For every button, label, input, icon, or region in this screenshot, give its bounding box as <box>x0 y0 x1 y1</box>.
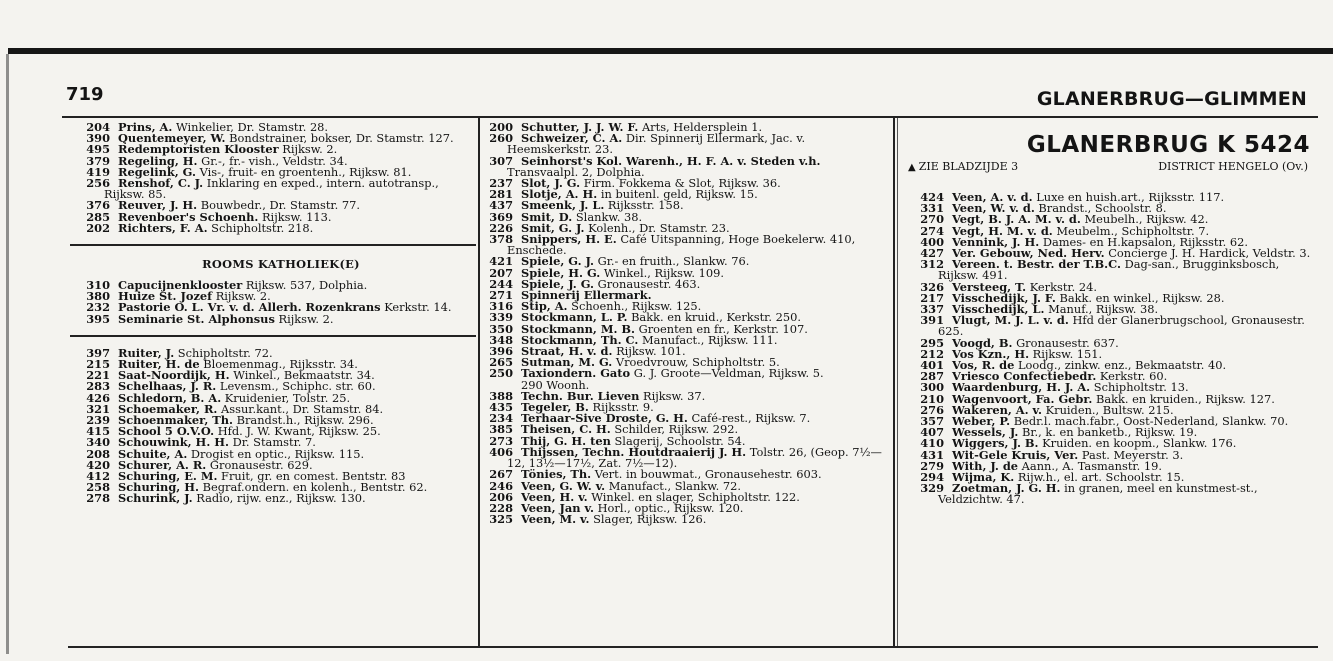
entry-number: 437 <box>489 198 513 213</box>
entry-details: Fruit, gr. en comest. Bentstr. 83 <box>221 469 406 484</box>
entry-name: Schuring, H. <box>118 480 199 495</box>
entry-number: 206 <box>489 489 513 504</box>
entry-details: Winkel. en slager, Schipholtstr. 122. <box>591 489 800 504</box>
entry-number: 276 <box>920 402 944 417</box>
entry-details: Luxe en huish.art., Rijksstr. 117. <box>1036 190 1225 204</box>
entry-details: Aann., A. Tasmanstr. 19. <box>1021 458 1162 473</box>
entry-number: 283 <box>86 379 110 394</box>
entry-name: Wiggers, J. B. <box>952 436 1039 451</box>
entry-details: Brandst., Schoolstr. 8. <box>1038 201 1167 216</box>
entry-number: 234 <box>489 411 513 426</box>
entry-details: Groenten en fr., Kerkstr. 107. <box>638 321 808 336</box>
entry-details: Meubelm., Schipholtstr. 7. <box>1056 223 1210 238</box>
entry-number: 250 <box>489 366 513 381</box>
entry-number: 378 <box>489 232 513 247</box>
entry-number: 237 <box>489 176 513 191</box>
entry-details: Radio, rijw. enz., Rijksw. 130. <box>196 491 366 506</box>
entry-name: Wessels, J. <box>952 425 1019 440</box>
entry-number: 407 <box>920 425 944 440</box>
column-3-entries <box>904 192 1318 506</box>
directory-entry <box>86 178 476 200</box>
entry-number: 244 <box>489 276 513 291</box>
entry-details: Kruiden. en koopm., Slankw. 176. <box>1042 436 1237 451</box>
entry-name: Vlugt, M. J. L. v. d. <box>952 313 1069 328</box>
entry-number: 415 <box>86 424 110 439</box>
entry-details: Horl., optic., Rijksw. 120. <box>597 500 744 515</box>
entry-name: Wijma, K. <box>952 470 1015 485</box>
entry-details: Vis-, fruit- en groentenh., Rijksw. 81. <box>199 164 412 179</box>
entry-number: 348 <box>489 332 513 347</box>
entry-name: Veen, M. v. <box>521 512 590 527</box>
entry-number: 350 <box>489 321 513 336</box>
running-title: GLANERBRUG—GLIMMEN <box>1036 88 1307 110</box>
directory-entry <box>489 153 891 179</box>
entry-number: 210 <box>920 391 944 406</box>
entry-number: 204 <box>86 120 110 134</box>
entry-number: 401 <box>920 358 944 373</box>
entry-name: Vegt, H. M. v. d. <box>952 223 1053 238</box>
entry-details: Rijksw. 2. <box>278 311 334 326</box>
entry-number: 212 <box>920 346 944 361</box>
entry-details: Dr. Stamstr. 7. <box>232 435 316 450</box>
column-divider-2 <box>893 118 895 646</box>
top-rule <box>8 48 1333 54</box>
entry-name: Schelhaas, J. R. <box>118 379 217 394</box>
entry-details: Meubelh., Rijksw. 42. <box>1084 212 1209 227</box>
see-page-note <box>908 160 1018 173</box>
entry-number: 295 <box>920 335 944 350</box>
entry-details: Kerkstr. 60. <box>1099 369 1168 384</box>
entry-name: Vos Kzn., H. <box>952 346 1030 361</box>
entry-details: Winkelier, Dr. Stamstr. 28. <box>175 120 329 134</box>
entry-name: Redemptoristen Klooster <box>118 142 279 157</box>
entry-name: Smit, D. <box>521 209 573 224</box>
page-edge <box>6 54 9 654</box>
entry-name: Ruiter, J. <box>118 345 175 360</box>
entry-number: 419 <box>86 164 110 179</box>
entry-details: Br., k. en banketb., Rijksw. 19. <box>1021 425 1198 440</box>
entry-name: Schuite, A. <box>118 446 188 461</box>
entry-name: Spinnerij Ellermark. <box>521 288 652 303</box>
entry-number: 310 <box>86 278 110 293</box>
bottom-rule <box>68 646 1318 648</box>
entry-number: 424 <box>920 190 944 204</box>
entry-number: 331 <box>920 201 944 216</box>
entry-name: Visschedijk, L. <box>952 302 1045 317</box>
entry-name: Regeling, H. <box>118 153 198 168</box>
entry-details: Rijksw. 151. <box>1032 346 1103 361</box>
entry-details: Dag-san., Brugginksbosch, Rijksw. 491. <box>938 257 1280 283</box>
directory-entry <box>920 259 1318 281</box>
entry-details: Café Uitspanning, Hoge Boekelerw. 410, Enschede. <box>507 232 856 258</box>
column-divider-1 <box>478 118 480 646</box>
directory-entry <box>489 133 891 155</box>
section-rule <box>70 244 476 246</box>
entry-name: Huize St. Jozef <box>118 289 213 304</box>
entry-name: Tönies, Th. <box>521 467 592 482</box>
entry-details: Manuf., Rijksw. 38. <box>1048 302 1159 317</box>
entry-name: Prins, A. <box>118 120 173 134</box>
entry-number: 246 <box>489 478 513 493</box>
entry-number: 300 <box>920 380 944 395</box>
entry-number: 325 <box>489 512 513 527</box>
entry-details: Dames- en H.kapsalon, Rijksstr. 62. <box>1042 234 1249 249</box>
entry-number: 239 <box>86 413 110 428</box>
entry-details: Levensm., Schiphc. str. 60. <box>219 379 376 394</box>
entry-name: Reuver, J. H. <box>118 198 198 213</box>
column-2-entries <box>489 122 891 525</box>
entry-number: 321 <box>86 401 110 416</box>
entry-name: Thij, G. H. ten <box>521 433 611 448</box>
entry-number: 265 <box>489 355 513 370</box>
entry-name: Veen, W. v. d. <box>952 201 1035 216</box>
entry-name: Tegeler, B. <box>521 400 589 415</box>
column-1-group-2 <box>86 280 476 325</box>
entry-number: 337 <box>920 302 944 317</box>
entry-name: Schouwink, H. H. <box>118 435 229 450</box>
entry-number: 312 <box>920 257 944 272</box>
entry-details: Bouwbedr., Dr. Stamstr. 77. <box>200 198 360 213</box>
entry-details: Rijksw. 37. <box>643 388 706 403</box>
entry-number: 221 <box>86 368 110 383</box>
entry-number: 208 <box>86 446 110 461</box>
entry-name: Veen, A. v. d. <box>952 190 1033 204</box>
entry-details: Gr.-, fr.- vish., Veldstr. 34. <box>201 153 348 168</box>
entry-details: Rijksw. 2. <box>215 289 271 304</box>
entry-name: Seminarie St. Alphonsus <box>118 311 275 326</box>
entry-number: 228 <box>489 500 513 515</box>
entry-number: 495 <box>86 142 110 157</box>
entry-details: Bakk. en kruid., Kerkstr. 250. <box>631 310 801 325</box>
entry-number: 285 <box>86 209 110 224</box>
entry-number: 260 <box>489 131 513 146</box>
entry-details: Slankw. 38. <box>575 209 643 224</box>
header-rule <box>62 116 1318 118</box>
entry-details: Manufact., Rijksw. 111. <box>642 332 778 347</box>
entry-name: Spiele, H. G. <box>521 265 601 280</box>
entry-name: Thijssen, Techn. Houtdraaierij J. H. <box>521 444 747 459</box>
entry-name: Schutter, J. J. W. F. <box>521 120 639 134</box>
entry-details: Gronausestr. 629. <box>209 457 313 472</box>
entry-number: 215 <box>86 357 110 372</box>
section-rule <box>70 335 476 337</box>
entry-details: in granen, meel en kunstmest-st., Veldzichtw. 47. <box>938 481 1258 507</box>
entry-name: Zoetman, J. G. H. <box>952 481 1061 496</box>
entry-details: Hfd. J. W. Kwant, Rijksw. 25. <box>217 424 381 439</box>
entry-name: Pastorie O. L. Vr. v. d. Allerh. Rozenkrans <box>118 300 381 315</box>
entry-number: 388 <box>489 388 513 403</box>
entry-number: 274 <box>920 223 944 238</box>
entry-details: Dir. Spinnerij Ellermark, Jac. v. Heemskerkstr. 23. <box>507 131 806 157</box>
entry-name: Ver. Gebouw, Ned. Herv. <box>952 246 1105 261</box>
entry-details: Hfd der Glanerbrugschool, Gronausestr. 625. <box>938 313 1305 339</box>
entry-number: 202 <box>86 220 110 235</box>
entry-name: Renshof, C. J. <box>118 176 204 191</box>
entry-details: Kerkstr. 14. <box>384 300 452 315</box>
entry-number: 395 <box>86 311 110 326</box>
see-page-text: ZIE BLADZIJDE 3 <box>918 160 1019 173</box>
entry-name: Waardenburg, H. J. A. <box>952 380 1091 395</box>
entry-name: Quentemeyer, W. <box>118 131 226 146</box>
directory-entry <box>920 315 1318 337</box>
entry-name: Vegt, B. J. A. M. v. d. <box>952 212 1081 227</box>
entry-number: 273 <box>489 433 513 448</box>
directory-entry <box>489 514 891 525</box>
entry-details: Past. Meyerstr. 3. <box>1081 447 1184 462</box>
entry-number: 379 <box>86 153 110 168</box>
exchange-title: GLANERBRUG K 5424 <box>1026 132 1310 158</box>
entry-number: 294 <box>920 470 944 485</box>
entry-number: 217 <box>920 290 944 305</box>
entry-name: Schweizer, C. A. <box>521 131 623 146</box>
entry-details: G. J. Groote—Veldman, Rijksw. 5. <box>633 366 824 381</box>
entry-details: Brandst.h., Rijksw. 296. <box>236 413 374 428</box>
entry-number: 391 <box>920 313 944 328</box>
entry-name: Taxiondern. Gato <box>521 366 631 381</box>
entry-details: Tolstr. 26, (Geop. 7½—12, 13½—17½, Zat. 7½—12). <box>507 444 882 471</box>
entry-name: School 5 O.V.O. <box>118 424 215 439</box>
entry-details: Bakk. en kruiden., Rijksw. 127. <box>1095 391 1275 406</box>
directory-entry <box>86 311 476 326</box>
entry-details: Rijksw. 2. <box>282 142 338 157</box>
entry-details: Kruidenier, Tolstr. 25. <box>224 390 351 405</box>
directory-entry <box>86 220 476 235</box>
entry-number: 357 <box>920 414 944 429</box>
entry-number: 256 <box>86 176 110 191</box>
entry-number: 400 <box>920 234 944 249</box>
column-1-group-1 <box>86 122 476 234</box>
entry-details: Manufact., Slankw. 72. <box>608 478 741 493</box>
entry-details: Schipholtstr. 72. <box>177 345 273 360</box>
entry-details: Kolenh., Dr. Stamstr. 23. <box>588 220 730 235</box>
entry-details: Kruiden., Bultsw. 215. <box>1045 402 1174 417</box>
entry-name: Seinhorst's Kol. Warenh., H. F. A. v. Steden v.h. <box>521 153 821 168</box>
entry-number: 435 <box>489 400 513 415</box>
entry-number: 369 <box>489 209 513 224</box>
entry-details: Loodg., zinkw. enz., Bekmaatstr. 40. <box>1017 358 1227 373</box>
entry-number: 380 <box>86 289 110 304</box>
section-title: ROOMS KATHOLIEK(E) <box>202 257 360 272</box>
entry-details: Begraf.ondern. en kolenh., Bentstr. 62. <box>202 480 428 495</box>
entry-name: Spiele, G. J. <box>521 254 594 269</box>
entry-name: Revenboer's Schoenh. <box>118 209 259 224</box>
entry-name: Straat, H. v. d. <box>521 344 613 359</box>
entry-details: Rijksw. 101. <box>616 344 686 359</box>
directory-entry <box>489 444 891 471</box>
entry-name: Slotje, A. H. <box>521 187 598 202</box>
entry-name: Ruiter, H. de <box>118 357 200 372</box>
entry-name: Vriesco Confectiebedr. <box>952 369 1097 384</box>
entry-details: Rijksw. 537, Dolphia. <box>245 278 368 293</box>
entry-details: Schipholtstr. 218. <box>211 220 314 235</box>
column-1 <box>86 122 476 644</box>
entry-name: Saat-Noordijk, H. <box>118 368 230 383</box>
column-3 <box>904 122 1318 644</box>
entry-number: 267 <box>489 467 513 482</box>
entry-number: 326 <box>920 279 944 294</box>
entry-name: Schuring, E. M. <box>118 469 218 484</box>
directory-entry <box>920 483 1318 505</box>
entry-number: 307 <box>489 153 513 168</box>
entry-name: Sutman, M. G. <box>521 355 613 370</box>
entry-details: Transvaalpl. 2, Dolphia. <box>507 164 645 179</box>
entry-number: 200 <box>489 120 513 134</box>
entry-name: Schurer, A. R. <box>118 457 207 472</box>
entry-number: 340 <box>86 435 110 450</box>
entry-name: Vos, R. de <box>952 358 1015 373</box>
entry-details: Arts, Heldersplein 1. <box>641 120 763 134</box>
entry-name: Schoemaker, R. <box>118 401 218 416</box>
entry-name: Veen, Jan v. <box>521 500 594 515</box>
entry-name: Slot, J. G. <box>521 176 581 191</box>
entry-number: 426 <box>86 390 110 405</box>
entry-name: Stockmann, M. B. <box>521 321 635 336</box>
entry-details: Schilder, Rijksw. 292. <box>614 422 739 437</box>
district-note: DISTRICT HENGELO (Ov.) <box>1158 160 1308 173</box>
entry-name: Snippers, H. E. <box>521 232 617 247</box>
entry-number: 410 <box>920 436 944 451</box>
entry-details: Winkel., Rijksw. 109. <box>603 265 725 280</box>
entry-name: Terhaar-Sive Droste, G. H. <box>521 411 688 426</box>
entry-name: Versteeg, T. <box>952 279 1027 294</box>
column-divider-2-inner <box>897 118 898 646</box>
entry-name: Stockmann, Th. C. <box>521 332 639 347</box>
entry-number: 226 <box>489 220 513 235</box>
entry-number: 406 <box>489 444 513 459</box>
entry-details: Inklaring en exped., intern. autotransp., Rijksw. 85. <box>104 176 439 202</box>
entry-details: 290 Woonh. <box>521 377 590 392</box>
entry-details: Concierge J. H. Hardick, Veldstr. 3. <box>1108 246 1311 261</box>
entry-details: Café-rest., Rijksw. 7. <box>691 411 811 426</box>
entry-name: Stockmann, L. P. <box>521 310 628 325</box>
entry-details: Rijksstr. 158. <box>607 198 684 213</box>
entry-details: in buitenl. geld, Rijksw. 15. <box>600 187 758 202</box>
entry-number: 339 <box>489 310 513 325</box>
entry-details: Rijw.h., el. art. Schoolstr. 15. <box>1017 470 1185 485</box>
entry-details: Vert. in bouwmat., Gronausehestr. 603. <box>594 467 822 482</box>
entry-number: 278 <box>86 491 110 506</box>
entry-name: Wagenvoort, Fa. Gebr. <box>952 391 1093 406</box>
directory-entry <box>86 493 476 504</box>
entry-number: 271 <box>489 288 513 303</box>
entry-name: Regelink, G. <box>118 164 196 179</box>
entry-details: Assur.kant., Dr. Stamstr. 84. <box>221 401 384 416</box>
entry-name: Smit, G. J. <box>521 220 585 235</box>
entry-number: 396 <box>489 344 513 359</box>
column-1-group-3 <box>86 345 476 506</box>
entry-name: Smeenk, J. L. <box>521 198 605 213</box>
entry-details: Schipholtstr. 13. <box>1093 380 1189 395</box>
entry-number: 279 <box>920 458 944 473</box>
entry-number: 385 <box>489 422 513 437</box>
entry-name: Vereen. t. Bestr. der T.B.C. <box>952 257 1121 272</box>
entry-number: 421 <box>489 254 513 269</box>
exchange-subheading <box>908 160 1308 173</box>
entry-details: Rijksstr. 9. <box>592 400 654 415</box>
entry-details: Vroedvrouw, Schipholtstr. 5. <box>615 355 780 370</box>
entry-details: Rijksw. 113. <box>261 209 332 224</box>
entry-details: Kerkstr. 24. <box>1029 279 1097 294</box>
entry-name: Voogd, B. <box>952 335 1013 350</box>
entry-name: Schurink, J. <box>118 491 193 506</box>
entry-details: Gr.- en fruith., Slankw. 76. <box>597 254 750 269</box>
entry-number: 420 <box>86 457 110 472</box>
entry-name: Stip, A. <box>521 299 568 314</box>
entry-number: 287 <box>920 369 944 384</box>
entry-number: 232 <box>86 300 110 315</box>
entry-name: Schoenmaker, Th. <box>118 413 233 428</box>
directory-entry <box>489 234 891 256</box>
entry-details: Slagerij, Schoolstr. 54. <box>614 433 746 448</box>
entry-name: Veen, G. W. v. <box>521 478 606 493</box>
entry-number: 397 <box>86 345 110 360</box>
entry-details: Gronausestr. 463. <box>597 276 701 291</box>
entry-details: Winkel., Bekmaatstr. 34. <box>233 368 375 383</box>
entry-details: Schoenh., Rijksw. 125. <box>571 299 702 314</box>
entry-name: Visschedijk, J. F. <box>952 290 1056 305</box>
entry-name: Theisen, C. H. <box>521 422 611 437</box>
entry-name: Wit-Gele Kruis, Ver. <box>952 447 1079 462</box>
entry-details: Bloemenmag., Rijksstr. 34. <box>203 357 358 372</box>
entry-number: 427 <box>920 246 944 261</box>
entry-details: Firm. Fokkema & Slot, Rijksw. 36. <box>583 176 781 191</box>
triangle-icon: ▲ <box>908 162 916 173</box>
entry-number: 281 <box>489 187 513 202</box>
entry-name: Richters, F. A. <box>118 220 208 235</box>
entry-details: Drogist en optic., Rijksw. 115. <box>190 446 365 461</box>
entry-number: 258 <box>86 480 110 495</box>
entry-details: Bakk. en winkel., Rijksw. 28. <box>1059 290 1225 305</box>
entry-name: With, J. de <box>952 458 1019 473</box>
entry-details: Slager, Rijksw. 126. <box>593 512 707 527</box>
entry-name: Spiele, J. G. <box>521 276 594 291</box>
column-2 <box>489 122 891 644</box>
entry-number: 376 <box>86 198 110 213</box>
entry-name: Wakeren, A. v. <box>952 402 1042 417</box>
entry-details: Gronausestr. 637. <box>1016 335 1119 350</box>
entry-name: Schledorn, B. A. <box>118 390 222 405</box>
entry-name: Capucijnenklooster <box>118 278 243 293</box>
entry-number: 412 <box>86 469 110 484</box>
entry-name: Vennink, J. H. <box>952 234 1040 249</box>
entry-name: Weber, P. <box>952 414 1011 429</box>
entry-number: 270 <box>920 212 944 227</box>
entry-number: 390 <box>86 131 110 146</box>
entry-number: 329 <box>920 481 944 496</box>
entry-details: Bedr.l. mach.fabr., Oost-Nederland, Slankw. 70. <box>1013 414 1289 429</box>
entry-name: Techn. Bur. Lieven <box>521 388 640 403</box>
entry-name: Veen, H. v. <box>521 489 588 504</box>
entry-number: 316 <box>489 299 513 314</box>
page-number: 719 <box>66 84 104 105</box>
entry-number: 207 <box>489 265 513 280</box>
entry-details: Bondstrainer, bokser, Dr. Stamstr. 127. <box>229 131 454 146</box>
entry-number: 431 <box>920 447 944 462</box>
